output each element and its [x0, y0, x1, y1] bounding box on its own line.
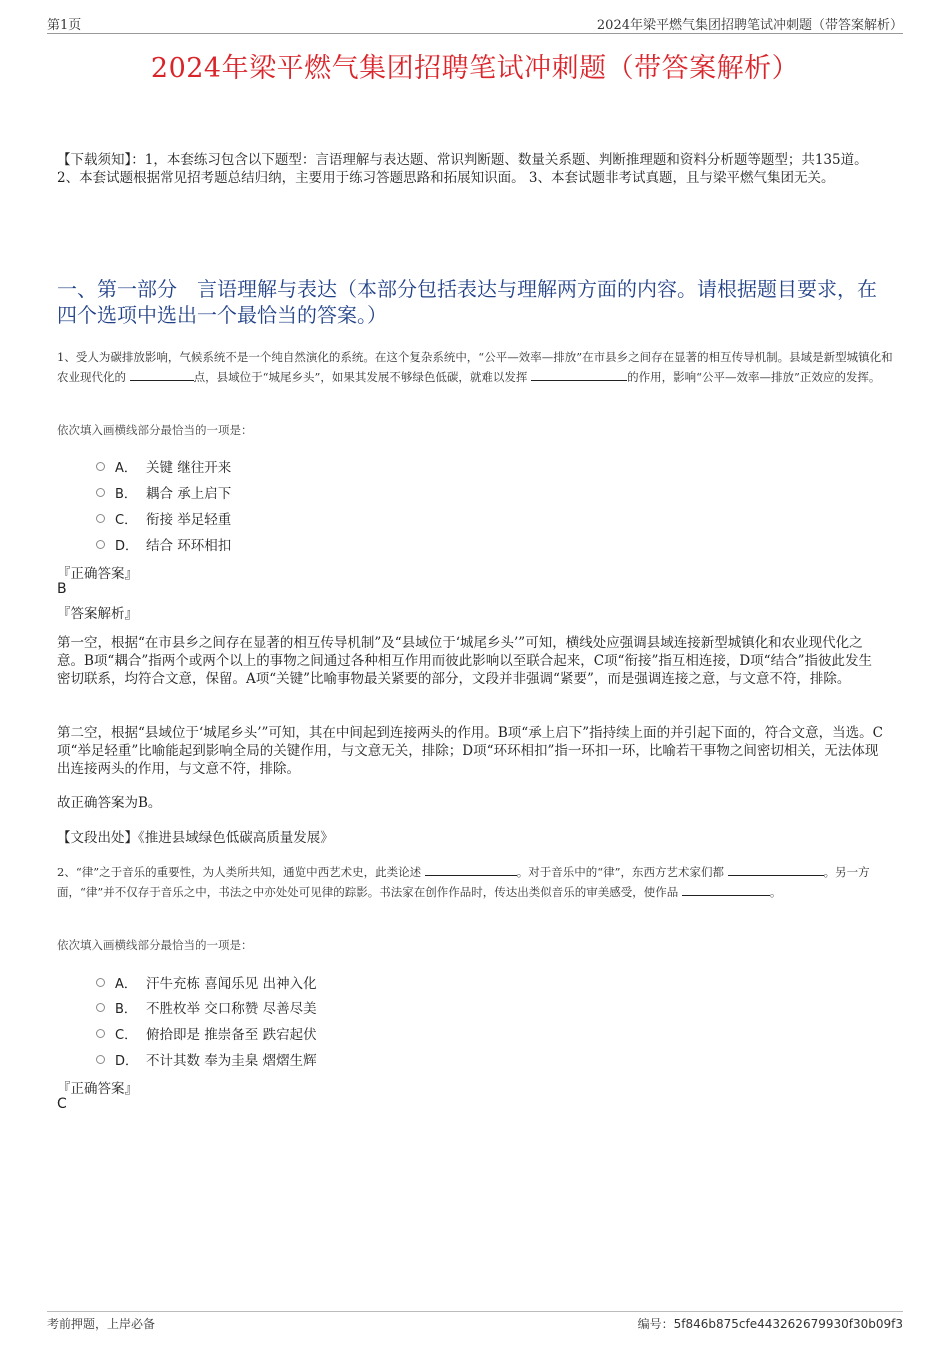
- q1-analysis-label: 『答案解析』: [57, 606, 138, 622]
- blank-1: [130, 368, 194, 381]
- document-title: 2024年梁平燃气集团招聘笔试冲刺题（带答案解析）: [150, 53, 800, 84]
- question-1-prompt: 依次填入画横线部分最恰当的一项是：: [57, 423, 253, 437]
- q1-answer-label: 『正确答案』: [57, 566, 138, 582]
- radio-icon[interactable]: [96, 978, 105, 987]
- footer-slogan: 考前押题，上岸必备: [47, 1317, 156, 1331]
- radio-icon[interactable]: [96, 462, 105, 471]
- blank-2: [728, 863, 824, 876]
- radio-icon[interactable]: [96, 1003, 105, 1012]
- q2-option-d[interactable]: D． 不计其数 奉为圭臬 熠熠生辉: [96, 1049, 317, 1069]
- radio-icon[interactable]: [96, 488, 105, 497]
- question-1-text: 1、受人为碳排放影响，气候系统不是一个纯自然演化的系统。在这个复杂系统中，“公平—效率—排放”在市县乡之间存在显著的相互传导机制。县域是新型城镇化和农业现代化的 点，县域位于“城尾乡头”，如果其发展不够绿色低碳，就难以发挥 的作用，影响“公平—效率—排放”正效应的发挥。: [57, 350, 893, 384]
- q1-option-d[interactable]: D． 结合 环环相扣: [96, 534, 231, 554]
- q2-answer-label: 『正确答案』: [57, 1081, 138, 1097]
- running-title: 2024年梁平燃气集团招聘笔试冲刺题（带答案解析）: [596, 18, 903, 33]
- radio-icon[interactable]: [96, 540, 105, 549]
- footer-code: 编号：5f846b875cfe443262679930f30b09f3: [637, 1317, 903, 1331]
- blank-1: [425, 863, 517, 876]
- header-divider: [47, 33, 903, 34]
- radio-icon[interactable]: [96, 1029, 105, 1038]
- q2-option-c[interactable]: C． 俯拾即是 推崇备至 跌宕起伏: [96, 1023, 317, 1043]
- q2-option-b[interactable]: B． 不胜枚举 交口称赞 尽善尽美: [96, 997, 317, 1017]
- q1-option-b[interactable]: B． 耦合 承上启下: [96, 482, 231, 502]
- question-2-prompt: 依次填入画横线部分最恰当的一项是：: [57, 938, 253, 952]
- radio-icon[interactable]: [96, 514, 105, 523]
- page-number: 第1页: [47, 18, 82, 33]
- blank-3: [682, 883, 770, 896]
- radio-icon[interactable]: [96, 1055, 105, 1064]
- download-notice: 【下载须知】：1，本套练习包含以下题型：言语理解与表达题、常识判断题、数量关系题、判断推理题和资料分析题等题型；共135道。 2、本套试题根据常见招考题总结归纳，主要用于练习答题思路和拓展知识面。 3、本套试题非考试真题，且与梁平燃气集团无关。: [57, 152, 868, 186]
- q2-option-a[interactable]: A． 汗牛充栋 喜闻乐见 出神入化: [96, 972, 317, 992]
- q1-answer: B: [57, 581, 67, 597]
- q1-option-a[interactable]: A． 关键 继往开来: [96, 456, 231, 476]
- q1-conclusion: 故正确答案为B。: [57, 795, 162, 811]
- q1-analysis-2: 第二空，根据“县域位于‘城尾乡头’”可知，其在中间起到连接两头的作用。B项“承上启下”指持续上面的并引起下面的，符合文意，当选。C项“举足轻重”比喻能起到影响全局的关键作用，与文意无关，排除；D项“环环相扣”指一环扣一环，比喻若干事物之间密切相关，无法体现出连接两头的作用，与文意不符，排除。: [57, 725, 883, 777]
- question-2-text: 2、“律”之于音乐的重要性，为人类所共知，通览中西艺术史，此类论述 。对于音乐中的“律”，东西方艺术家们都 。另一方面，“律”并不仅存于音乐之中，书法之中亦处处可见律的踪影。书法家在创作作品时，传达出类似音乐的审美感受，使作品 。: [57, 865, 870, 899]
- q1-option-c[interactable]: C． 衔接 举足轻重: [96, 508, 231, 528]
- q2-answer: C: [57, 1096, 67, 1112]
- footer-divider: [47, 1311, 903, 1312]
- q1-analysis-1: 第一空，根据“在市县乡之间存在显著的相互传导机制”及“县域位于‘城尾乡头’”可知，横线处应强调县域连接新型城镇化和农业现代化之意。B项“耦合”指两个或两个以上的事物之间通过各种相互作用而彼此影响以至联合起来，C项“衔接”指互相连接，D项“结合”指彼此发生密切联系，均符合文意，保留。A项“关键”比喻事物最关紧要的部分，文段并非强调“紧要”，而是强调连接之意，与文意不符，排除。: [57, 635, 872, 687]
- section-heading: 一、第一部分 言语理解与表达（本部分包括表达与理解两方面的内容。请根据题目要求，在四个选项中选出一个最恰当的答案。）: [57, 277, 877, 327]
- blank-2: [531, 368, 627, 381]
- q1-source: 【文段出处】《推进县域绿色低碳高质量发展》: [57, 830, 334, 846]
